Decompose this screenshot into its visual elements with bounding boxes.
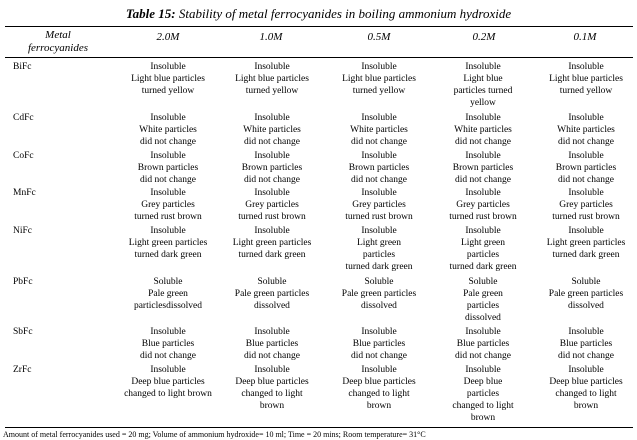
cell-line: Soluble — [468, 277, 498, 287]
cell-line: Insoluble — [254, 113, 290, 123]
table-title-text: Stability of metal ferrocyanides in boiling ammonium hydroxide — [178, 6, 512, 21]
table-cell — [424, 364, 542, 424]
cell-line: turned rust brown — [552, 212, 620, 222]
cell-line: did not change — [244, 351, 300, 361]
table-cell — [320, 276, 438, 312]
table-cell — [527, 225, 637, 261]
table-cell — [527, 61, 637, 97]
cell-line: did not change — [455, 175, 511, 185]
cell-line: Light blue particles — [549, 74, 623, 84]
table-cell — [320, 150, 438, 186]
cell-line: Insoluble — [465, 226, 501, 236]
cell-line: Insoluble — [568, 62, 604, 72]
footnote: Amount of metal ferrocyanides used = 20 mg; Volume of ammonium hydroxide= 10 ml; Time = 20 mins; Room temperature= 31°C — [3, 430, 426, 439]
cell-line: brown — [573, 401, 599, 411]
cell-line: White particles — [557, 125, 615, 135]
cell-line: did not change — [558, 175, 614, 185]
cell-line: turned rust brown — [134, 212, 202, 222]
row-label: BiFc — [13, 62, 32, 72]
header-conc: 0.5M — [367, 31, 391, 43]
cell-line: Pale green particles — [234, 289, 310, 299]
cell-line: Blue particles — [352, 339, 406, 349]
header-conc: 1.0M — [259, 31, 283, 43]
cell-line: Deep blue particles — [549, 377, 623, 387]
table-cell — [109, 326, 227, 362]
cell-line: Light green particles — [546, 238, 626, 248]
table-cell — [213, 150, 331, 186]
cell-line: turned dark green — [552, 250, 620, 260]
cell-line: Grey particles — [245, 200, 299, 210]
cell-line: Insoluble — [361, 327, 397, 337]
cell-line: Light blue — [463, 74, 503, 84]
cell-line: Brown particles — [348, 163, 410, 173]
cell-line: Insoluble — [465, 113, 501, 123]
cell-line: Insoluble — [361, 113, 397, 123]
cell-line: Insoluble — [465, 327, 501, 337]
table-cell — [424, 225, 542, 273]
table-cell — [213, 112, 331, 148]
table-cell — [527, 187, 637, 223]
header-conc: 2.0M — [156, 31, 180, 43]
table-cell — [527, 326, 637, 362]
cell-line: Insoluble — [254, 327, 290, 337]
cell-line: Insoluble — [568, 327, 604, 337]
cell-line: White particles — [454, 125, 512, 135]
header-metal-ferrocyanides — [8, 29, 108, 55]
cell-line: Insoluble — [568, 113, 604, 123]
cell-line: Brown particles — [137, 163, 199, 173]
table-cell — [109, 61, 227, 97]
table-cell — [320, 326, 438, 362]
cell-line: Grey particles — [352, 200, 406, 210]
cell-line: particles — [466, 389, 500, 399]
cell-line: Soluble — [257, 277, 287, 287]
cell-line: Deep blue — [463, 377, 503, 387]
cell-line: brown — [366, 401, 392, 411]
cell-line: dissolved — [465, 313, 501, 323]
cell-line: did not change — [455, 137, 511, 147]
table-cell — [527, 112, 637, 148]
cell-line: Grey particles — [456, 200, 510, 210]
table-cell — [109, 112, 227, 148]
cell-line: Insoluble — [254, 226, 290, 236]
table-cell — [320, 187, 438, 223]
cell-line: did not change — [351, 351, 407, 361]
cell-line: Blue particles — [456, 339, 510, 349]
cell-line: did not change — [558, 137, 614, 147]
cell-line: Insoluble — [150, 365, 186, 375]
cell-line: dissolved — [568, 301, 604, 311]
cell-line: did not change — [244, 137, 300, 147]
cell-line: did not change — [140, 137, 196, 147]
cell-line: turned dark green — [134, 250, 202, 260]
cell-line: particles — [466, 250, 500, 260]
cell-line: White particles — [139, 125, 197, 135]
table-cell — [109, 150, 227, 186]
cell-line: Soluble — [571, 277, 601, 287]
cell-line: turned rust brown — [345, 212, 413, 222]
cell-line: turned rust brown — [238, 212, 306, 222]
cell-line: turned dark green — [238, 250, 306, 260]
cell-line: Insoluble — [568, 151, 604, 161]
cell-line: changed to light — [348, 389, 410, 399]
header-conc: 0.2M — [472, 31, 496, 43]
cell-line: Insoluble — [150, 62, 186, 72]
cell-line: Insoluble — [150, 327, 186, 337]
cell-line: Insoluble — [465, 365, 501, 375]
cell-line: dissolved — [254, 301, 290, 311]
cell-line: did not change — [351, 137, 407, 147]
cell-line: changed to light — [555, 389, 617, 399]
header-line: ferrocyanides — [27, 42, 89, 54]
cell-line: Insoluble — [465, 62, 501, 72]
table-cell — [213, 61, 331, 97]
cell-line: Insoluble — [568, 365, 604, 375]
cell-line: Blue particles — [245, 339, 299, 349]
cell-line: Brown particles — [452, 163, 514, 173]
cell-line: turned rust brown — [449, 212, 517, 222]
cell-line: Light blue particles — [131, 74, 205, 84]
table-cell — [213, 187, 331, 223]
cell-line: Pale green — [463, 289, 503, 299]
cell-line: Insoluble — [568, 226, 604, 236]
cell-line: Light green particles — [232, 238, 312, 248]
cell-line: Soluble — [153, 277, 183, 287]
cell-line: Deep blue particles — [342, 377, 416, 387]
table-cell — [320, 364, 438, 412]
cell-line: did not change — [558, 351, 614, 361]
row-label: NiFc — [13, 226, 32, 236]
row-label: ZrFc — [13, 365, 32, 375]
table-cell — [109, 187, 227, 223]
cell-line: particles turned — [453, 86, 513, 96]
table-title — [0, 6, 637, 22]
cell-line: did not change — [140, 351, 196, 361]
header-rule — [5, 57, 633, 58]
cell-line: did not change — [351, 175, 407, 185]
table-cell — [109, 276, 227, 312]
row-label: PbFc — [13, 277, 33, 287]
cell-line: particles — [466, 301, 500, 311]
cell-line: Blue particles — [559, 339, 613, 349]
cell-line: changed to light — [452, 401, 514, 411]
table-cell — [527, 364, 637, 412]
cell-line: Insoluble — [254, 188, 290, 198]
bottom-rule — [5, 427, 633, 428]
cell-line: changed to light — [241, 389, 303, 399]
table-cell — [424, 187, 542, 223]
table-cell — [213, 276, 331, 312]
cell-line: dissolved — [361, 301, 397, 311]
cell-line: yellow — [470, 98, 496, 108]
cell-line: Blue particles — [141, 339, 195, 349]
cell-line: Insoluble — [465, 151, 501, 161]
cell-line: Light green — [460, 238, 506, 248]
cell-line: Insoluble — [254, 365, 290, 375]
cell-line: Brown particles — [241, 163, 303, 173]
table-cell — [527, 150, 637, 186]
cell-line: Insoluble — [361, 188, 397, 198]
table-number: Table 15: — [125, 6, 176, 21]
cell-line: Pale green — [148, 289, 188, 299]
cell-line: brown — [470, 413, 496, 423]
cell-line: Grey particles — [559, 200, 613, 210]
table-cell — [424, 150, 542, 186]
cell-line: Deep blue particles — [131, 377, 205, 387]
cell-line: Soluble — [364, 277, 394, 287]
table-cell — [424, 326, 542, 362]
cell-line: turned yellow — [559, 86, 613, 96]
cell-line: brown — [259, 401, 285, 411]
cell-line: turned dark green — [345, 262, 413, 272]
cell-line: Insoluble — [254, 151, 290, 161]
header-conc: 0.1M — [573, 31, 597, 43]
table-cell — [109, 225, 227, 261]
cell-line: did not change — [455, 351, 511, 361]
cell-line: turned yellow — [245, 86, 299, 96]
cell-line: turned dark green — [449, 262, 517, 272]
cell-line: Pale green particles — [341, 289, 417, 299]
table-cell — [213, 326, 331, 362]
table-cell — [213, 364, 331, 412]
cell-line: Light green — [356, 238, 402, 248]
cell-line: Insoluble — [361, 62, 397, 72]
cell-line: Insoluble — [150, 151, 186, 161]
cell-line: Insoluble — [150, 113, 186, 123]
top-rule — [5, 26, 633, 27]
row-label: SbFc — [13, 327, 33, 337]
table-cell — [424, 276, 542, 324]
cell-line: did not change — [244, 175, 300, 185]
table-cell — [320, 225, 438, 273]
table-cell — [320, 112, 438, 148]
cell-line: Deep blue particles — [235, 377, 309, 387]
row-label: MnFc — [13, 188, 36, 198]
cell-line: Insoluble — [254, 62, 290, 72]
cell-line: Insoluble — [361, 151, 397, 161]
cell-line: particlesdissolved — [133, 301, 203, 311]
table-cell — [424, 61, 542, 109]
cell-line: Insoluble — [361, 226, 397, 236]
cell-line: Brown particles — [555, 163, 617, 173]
cell-line: Insoluble — [150, 188, 186, 198]
cell-line: Insoluble — [361, 365, 397, 375]
cell-line: White particles — [243, 125, 301, 135]
cell-line: Light green particles — [128, 238, 208, 248]
table-cell — [109, 364, 227, 400]
cell-line: turned yellow — [352, 86, 406, 96]
cell-line: did not change — [140, 175, 196, 185]
cell-line: turned yellow — [141, 86, 195, 96]
cell-line: Light blue particles — [342, 74, 416, 84]
table-cell — [213, 225, 331, 261]
cell-line: Insoluble — [150, 226, 186, 236]
cell-line: White particles — [350, 125, 408, 135]
cell-line: Insoluble — [465, 188, 501, 198]
row-label: CdFc — [13, 113, 34, 123]
header-line: Metal — [45, 29, 71, 41]
table-cell — [320, 61, 438, 97]
cell-line: Insoluble — [568, 188, 604, 198]
cell-line: Grey particles — [141, 200, 195, 210]
row-label: CoFc — [13, 151, 34, 161]
cell-line: changed to light brown — [124, 389, 212, 399]
table-cell — [527, 276, 637, 312]
cell-line: particles — [362, 250, 396, 260]
table-cell — [424, 112, 542, 148]
cell-line: Pale green particles — [548, 289, 624, 299]
cell-line: Light blue particles — [235, 74, 309, 84]
